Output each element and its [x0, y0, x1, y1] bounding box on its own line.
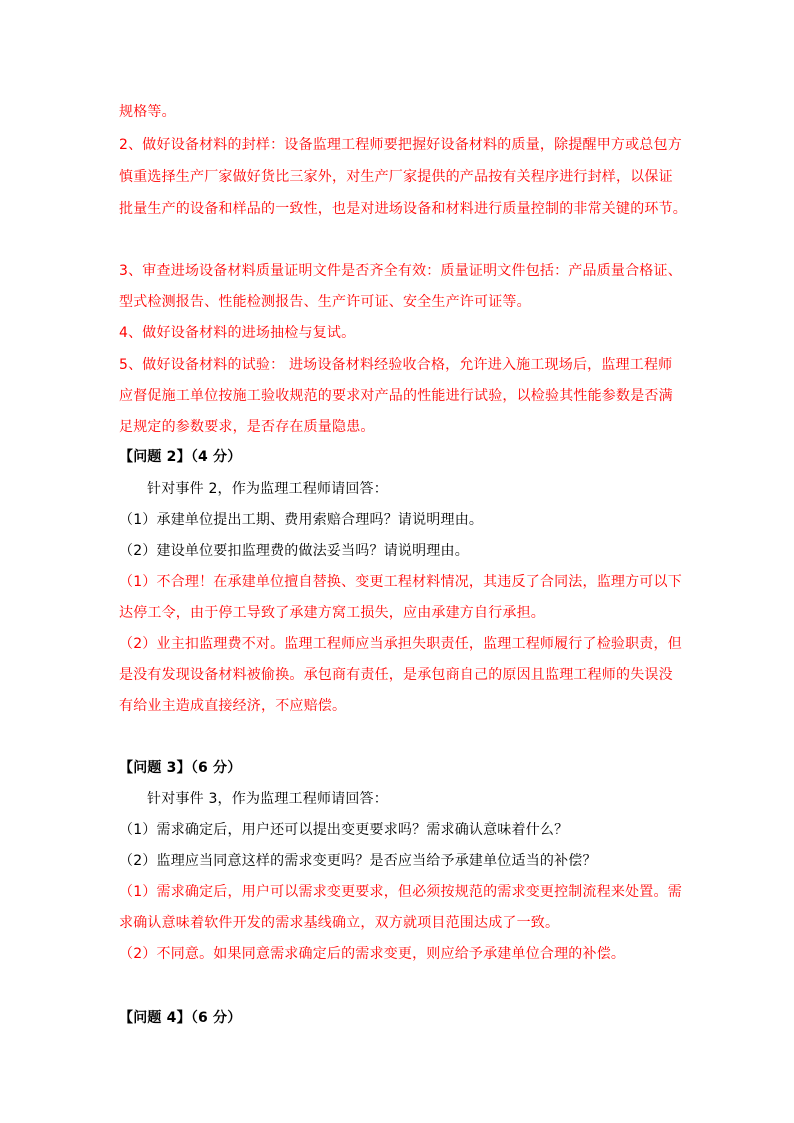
question-line: （1）需求确定后，用户还可以提出变更要求吗？需求确认意味着什么？	[119, 822, 569, 838]
answer-line: （1）需求确定后，用户可以需求变更要求，但必须按规范的需求变更控制流程来处置。需	[119, 884, 682, 900]
answer-line: 达停工令，由于停工导致了承建方窝工损失，应由承建方自行承担。	[119, 605, 545, 621]
answer-line: 规格等。	[119, 104, 176, 120]
answer-line: （2）业主扣监理费不对。监理工程师应当承担失职责任，监理工程师履行了检验职责，但	[119, 636, 682, 652]
question-heading-2: 【问题 2】（4 分）	[119, 449, 242, 465]
answer-line: 2、做好设备材料的封样：设备监理工程师要把握好设备材料的质量，除提醒甲方或总包方	[119, 137, 682, 153]
answer-line: 足规定的参数要求，是否存在质量隐患。	[119, 419, 375, 435]
answer-line: 3、审查进场设备材料质量证明文件是否齐全有效：质量证明文件包括：产品质量合格证、	[119, 263, 682, 279]
answer-line: 有给业主造成直接经济，不应赔偿。	[119, 698, 347, 714]
answer-line: 慎重选择生产厂家做好货比三家外，对生产厂家提供的产品按有关程序进行封样，以保证	[119, 169, 673, 185]
answer-line: 是没有发现设备材料被偷换。承包商有责任，是承包商自己的原因且监理工程师的失误没	[119, 667, 673, 683]
question-line: （2）建设单位要扣监理费的做法妥当吗？请说明理由。	[119, 543, 469, 559]
answer-line: 求确认意味着软件开发的需求基线确立，双方就项目范围达成了一致。	[119, 915, 560, 931]
answer-line: 4、做好设备材料的进场抽检与复试。	[119, 325, 356, 341]
question-line: （1）承建单位提出工期、费用索赔合理吗？请说明理由。	[119, 512, 484, 528]
question-intro: 针对事件 2，作为监理工程师请回答：	[147, 481, 388, 497]
answer-line: （1）不合理！在承建单位擅自替换、变更工程材料情况，其违反了合同法，监理方可以下	[119, 574, 682, 590]
answer-line: （2）不同意。如果同意需求确定后的需求变更，则应给予承建单位合理的补偿。	[119, 946, 626, 962]
answer-line: 5、做好设备材料的试验： 进场设备材料经验收合格，允许进入施工现场后，监理工程师	[119, 357, 673, 373]
question-heading-3: 【问题 3】（6 分）	[119, 760, 242, 776]
question-line: （2）监理应当同意这样的需求变更吗？是否应当给予承建单位适当的补偿？	[119, 853, 597, 869]
answer-line: 型式检测报告、性能检测报告、生产许可证、安全生产许可证等。	[119, 294, 531, 310]
answer-line: 批量生产的设备和样品的一致性，也是对进场设备和材料进行质量控制的非常关键的环节。	[119, 201, 687, 217]
answer-line: 应督促施工单位按施工验收规范的要求对产品的性能进行试验，以检验其性能参数是否满	[119, 388, 673, 404]
question-heading-4: 【问题 4】（6 分）	[119, 1010, 242, 1026]
question-intro: 针对事件 3，作为监理工程师请回答：	[147, 791, 388, 807]
